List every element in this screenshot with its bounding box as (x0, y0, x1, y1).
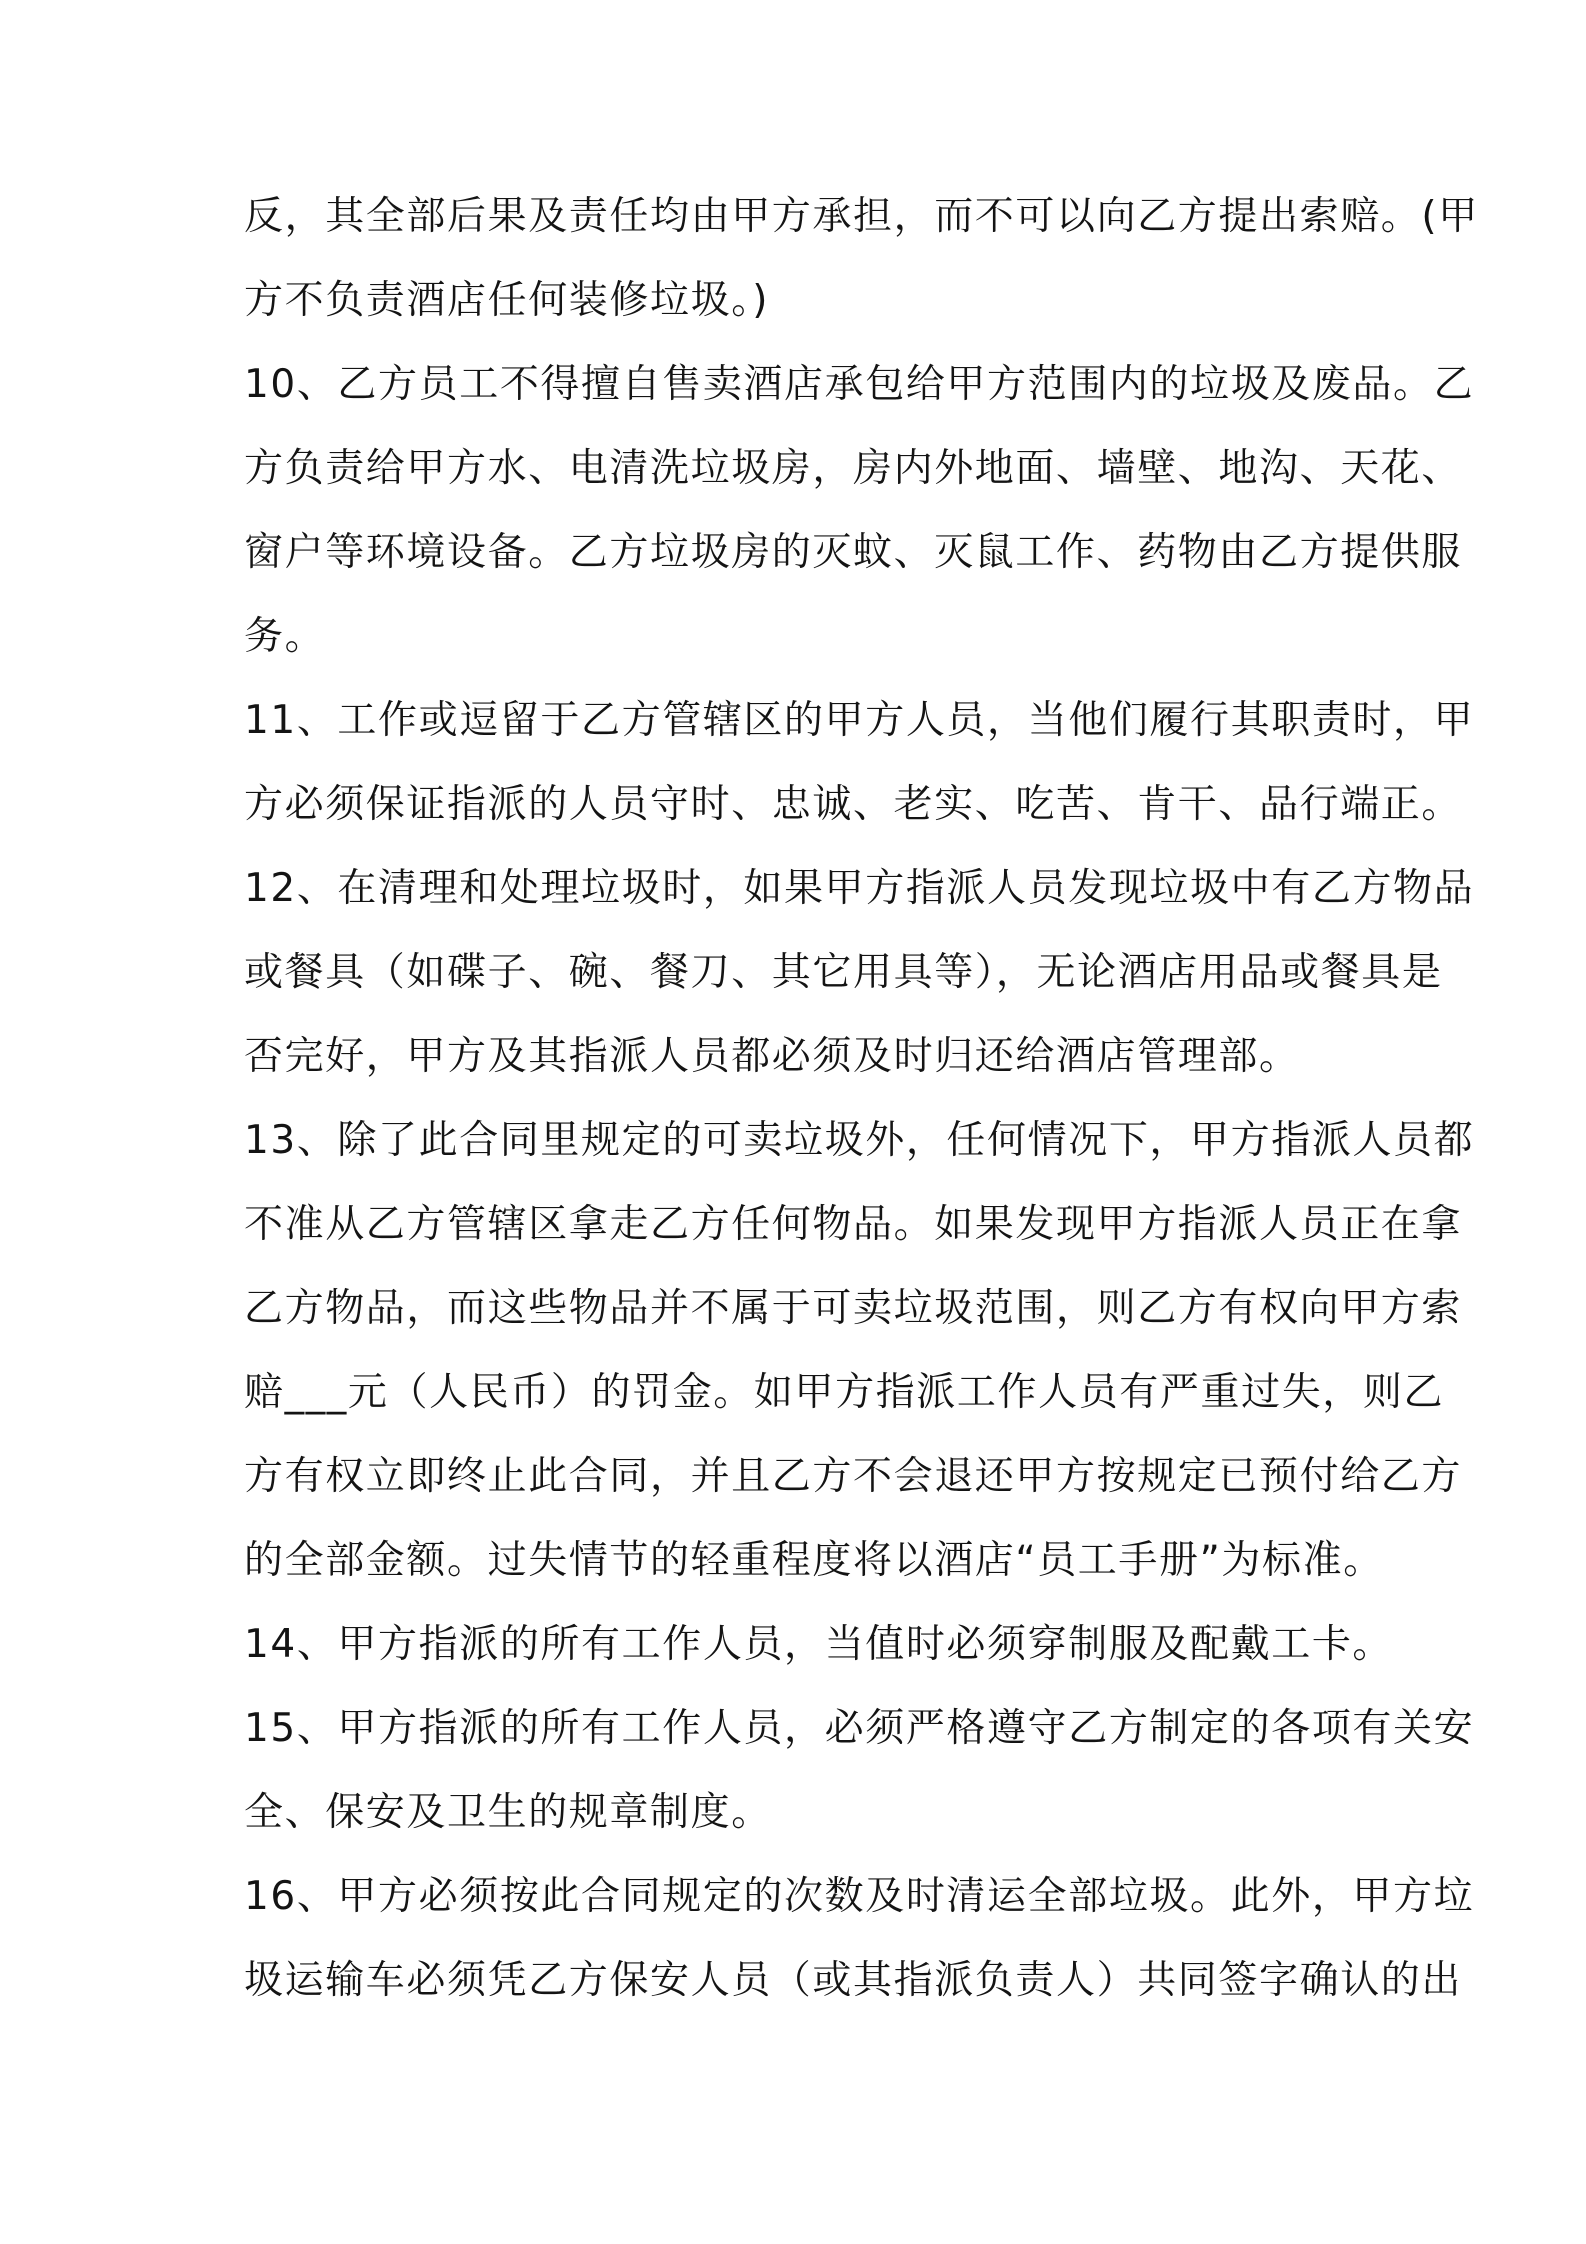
text-line: 否完好，甲方及其指派人员都必须及时归还给酒店管理部。 (244, 1034, 1300, 1079)
text-line: 15、甲方指派的所有工作人员，必须严格遵守乙方制定的各项有关安 (244, 1706, 1475, 1751)
text-line: 14、甲方指派的所有工作人员，当值时必须穿制服及配戴工卡。 (244, 1622, 1394, 1667)
text-line: 或餐具（如碟子、碗、餐刀、其它用具等），无论酒店用品或餐具是 (244, 950, 1443, 995)
text-line: 方负责给甲方水、电清洗垃圾房，房内外地面、墙壁、地沟、天花、 (244, 446, 1463, 491)
text-line: 全、保安及卫生的规章制度。 (244, 1790, 772, 1835)
text-line: 圾运输车必须凭乙方保安人员（或其指派负责人）共同签字确认的出 (244, 1958, 1463, 2003)
text-line: 12、在清理和处理垃圾时，如果甲方指派人员发现垃圾中有乙方物品 (244, 866, 1475, 911)
text-line: 10、乙方员工不得擅自售卖酒店承包给甲方范围内的垃圾及废品。乙 (244, 362, 1475, 407)
text-line: 不准从乙方管辖区拿走乙方任何物品。如果发现甲方指派人员正在拿 (244, 1202, 1463, 1247)
text-line: 乙方物品，而这些物品并不属于可卖垃圾范围，则乙方有权向甲方索 (244, 1286, 1463, 1331)
text-line: 方有权立即终止此合同，并且乙方不会退还甲方按规定已预付给乙方 (244, 1454, 1463, 1499)
text-line: 11、工作或逗留于乙方管辖区的甲方人员，当他们履行其职责时，甲 (244, 698, 1475, 743)
text-line: 窗户等环境设备。乙方垃圾房的灭蚊、灭鼠工作、药物由乙方提供服 (244, 530, 1463, 575)
text-line: 方必须保证指派的人员守时、忠诚、老实、吃苦、肯干、品行端正。 (244, 782, 1463, 827)
text-line: 16、甲方必须按此合同规定的次数及时清运全部垃圾。此外，甲方垃 (244, 1874, 1475, 1919)
text-line: 13、除了此合同里规定的可卖垃圾外，任何情况下，甲方指派人员都 (244, 1118, 1475, 1163)
text-line: 方不负责酒店任何装修垃圾。) (244, 278, 770, 323)
text-line: 反，其全部后果及责任均由甲方承担，而不可以向乙方提出索赔。(甲 (244, 194, 1479, 239)
text-line: 务。 (244, 614, 326, 659)
text-line: 的全部金额。过失情节的轻重程度将以酒店“员工手册”为标准。 (244, 1538, 1384, 1583)
text-line: 赔___元（人民币）的罚金。如甲方指派工作人员有严重过失，则乙 (244, 1370, 1445, 1415)
document-page (244, 194, 1479, 2044)
